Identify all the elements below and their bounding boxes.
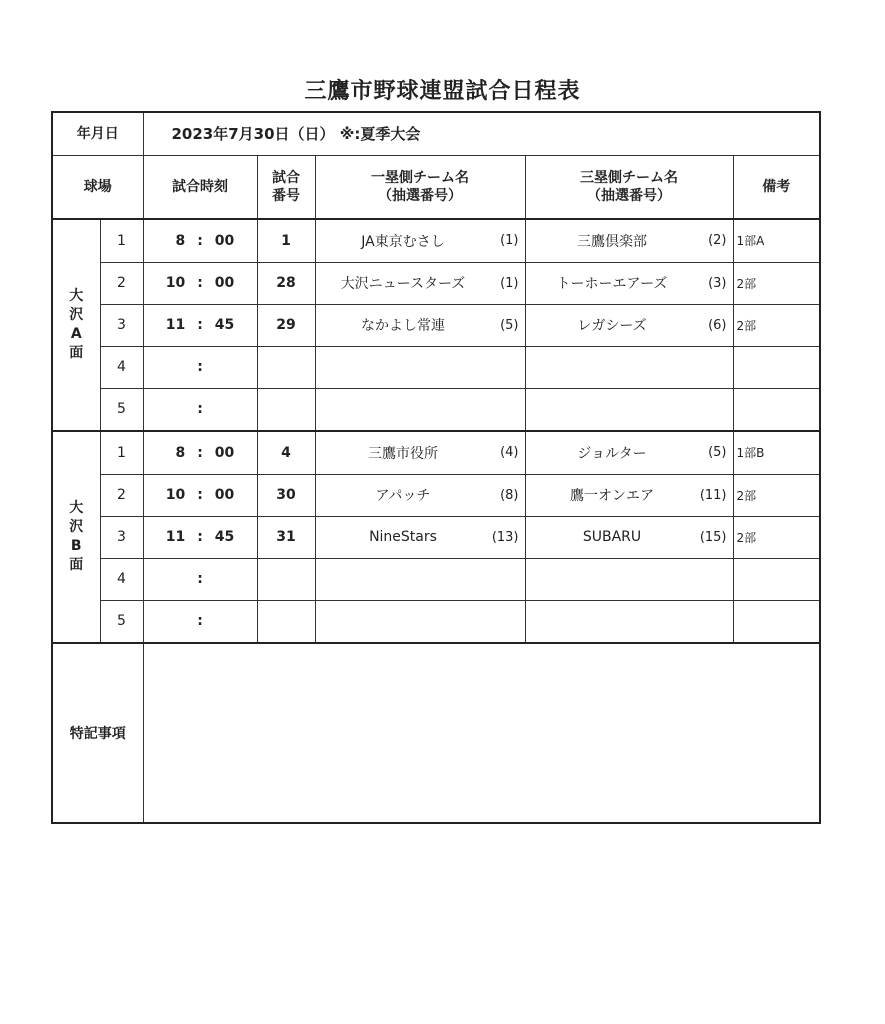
table-row xyxy=(52,304,820,346)
first-base-team: NineStars (13) xyxy=(315,516,525,558)
document-title: 三鷹市野球連盟試合日程表 xyxy=(304,79,581,104)
third-base-team: トーホーエアーズ (3) xyxy=(525,262,733,304)
remarks-cell: 1部A xyxy=(733,219,820,262)
game-number xyxy=(257,346,315,388)
table-row xyxy=(52,431,820,474)
venue-name-cell xyxy=(52,219,100,431)
game-number: 29 xyxy=(257,304,315,346)
first-base-team: JA東京むさし (1) xyxy=(315,219,525,262)
game-time: 8 : 00 xyxy=(143,431,257,474)
game-time: : xyxy=(143,558,257,600)
table-row xyxy=(52,558,820,600)
venue-name: 大沢A面 xyxy=(69,288,84,361)
game-number xyxy=(257,600,315,643)
third-base-team xyxy=(525,558,733,600)
third-base-team: 三鷹倶楽部 (2) xyxy=(525,219,733,262)
remarks-cell: 2部 xyxy=(733,516,820,558)
game-time: 10 : 00 xyxy=(143,474,257,516)
game-number: 4 xyxy=(257,431,315,474)
header-row xyxy=(52,155,820,219)
slot-number: 2 xyxy=(100,262,143,304)
table-row xyxy=(52,474,820,516)
first-base-team xyxy=(315,346,525,388)
remarks-cell xyxy=(733,600,820,643)
schedule-table xyxy=(51,111,821,824)
game-time: 11 : 45 xyxy=(143,304,257,346)
table-row xyxy=(52,516,820,558)
game-time: 11 : 45 xyxy=(143,516,257,558)
table-row xyxy=(52,346,820,388)
game-number: 31 xyxy=(257,516,315,558)
remarks-header: 備考 xyxy=(733,155,820,219)
slot-number: 5 xyxy=(100,388,143,431)
slot-number: 3 xyxy=(100,516,143,558)
game-time: : xyxy=(143,600,257,643)
first-base-header: 一塁側チーム名 （抽選番号） xyxy=(315,155,525,219)
slot-number: 4 xyxy=(100,346,143,388)
remarks-cell: 2部 xyxy=(733,474,820,516)
game-time: : xyxy=(143,388,257,431)
remarks-cell xyxy=(733,346,820,388)
first-base-team: 三鷹市役所 (4) xyxy=(315,431,525,474)
time-header: 試合時刻 xyxy=(143,155,257,219)
third-base-team xyxy=(525,600,733,643)
slot-number: 3 xyxy=(100,304,143,346)
third-base-team: 鷹一オンエア (11) xyxy=(525,474,733,516)
slot-number: 2 xyxy=(100,474,143,516)
notes-label: 特記事項 xyxy=(52,643,143,823)
third-base-team: レガシーズ (6) xyxy=(525,304,733,346)
game-time: 8 : 00 xyxy=(143,219,257,262)
game-number: 1 xyxy=(257,219,315,262)
remarks-cell: 1部B xyxy=(733,431,820,474)
field-header: 球場 xyxy=(52,155,143,219)
third-base-team xyxy=(525,346,733,388)
third-base-header: 三塁側チーム名 （抽選番号） xyxy=(525,155,733,219)
remarks-cell: 2部 xyxy=(733,304,820,346)
slot-number: 4 xyxy=(100,558,143,600)
game-time: 10 : 00 xyxy=(143,262,257,304)
first-base-team xyxy=(315,558,525,600)
notes-row xyxy=(52,643,820,823)
date-row xyxy=(52,112,820,155)
third-base-team xyxy=(525,388,733,431)
slot-number: 1 xyxy=(100,219,143,262)
table-row xyxy=(52,219,820,262)
game-number: 28 xyxy=(257,262,315,304)
first-base-team xyxy=(315,388,525,431)
game-number-header: 試合 番号 xyxy=(257,155,315,219)
date-label: 年月日 xyxy=(52,112,143,155)
table-row xyxy=(52,388,820,431)
game-time: : xyxy=(143,346,257,388)
slot-number: 5 xyxy=(100,600,143,643)
notes-content xyxy=(143,643,820,823)
remarks-cell: 2部 xyxy=(733,262,820,304)
game-number xyxy=(257,558,315,600)
game-number xyxy=(257,388,315,431)
first-base-team xyxy=(315,600,525,643)
remarks-cell xyxy=(733,558,820,600)
first-base-team: アパッチ (8) xyxy=(315,474,525,516)
slot-number: 1 xyxy=(100,431,143,474)
venue-name-cell xyxy=(52,431,100,643)
first-base-team: なかよし常連 (5) xyxy=(315,304,525,346)
date-value: 2023年7月30日（日） ※:夏季大会 xyxy=(143,112,820,155)
table-row xyxy=(52,262,820,304)
first-base-team: 大沢ニュースターズ (1) xyxy=(315,262,525,304)
remarks-cell xyxy=(733,388,820,431)
venue-name: 大沢B面 xyxy=(69,500,84,573)
game-number: 30 xyxy=(257,474,315,516)
third-base-team: ジョルター (5) xyxy=(525,431,733,474)
third-base-team: SUBARU (15) xyxy=(525,516,733,558)
table-row xyxy=(52,600,820,643)
